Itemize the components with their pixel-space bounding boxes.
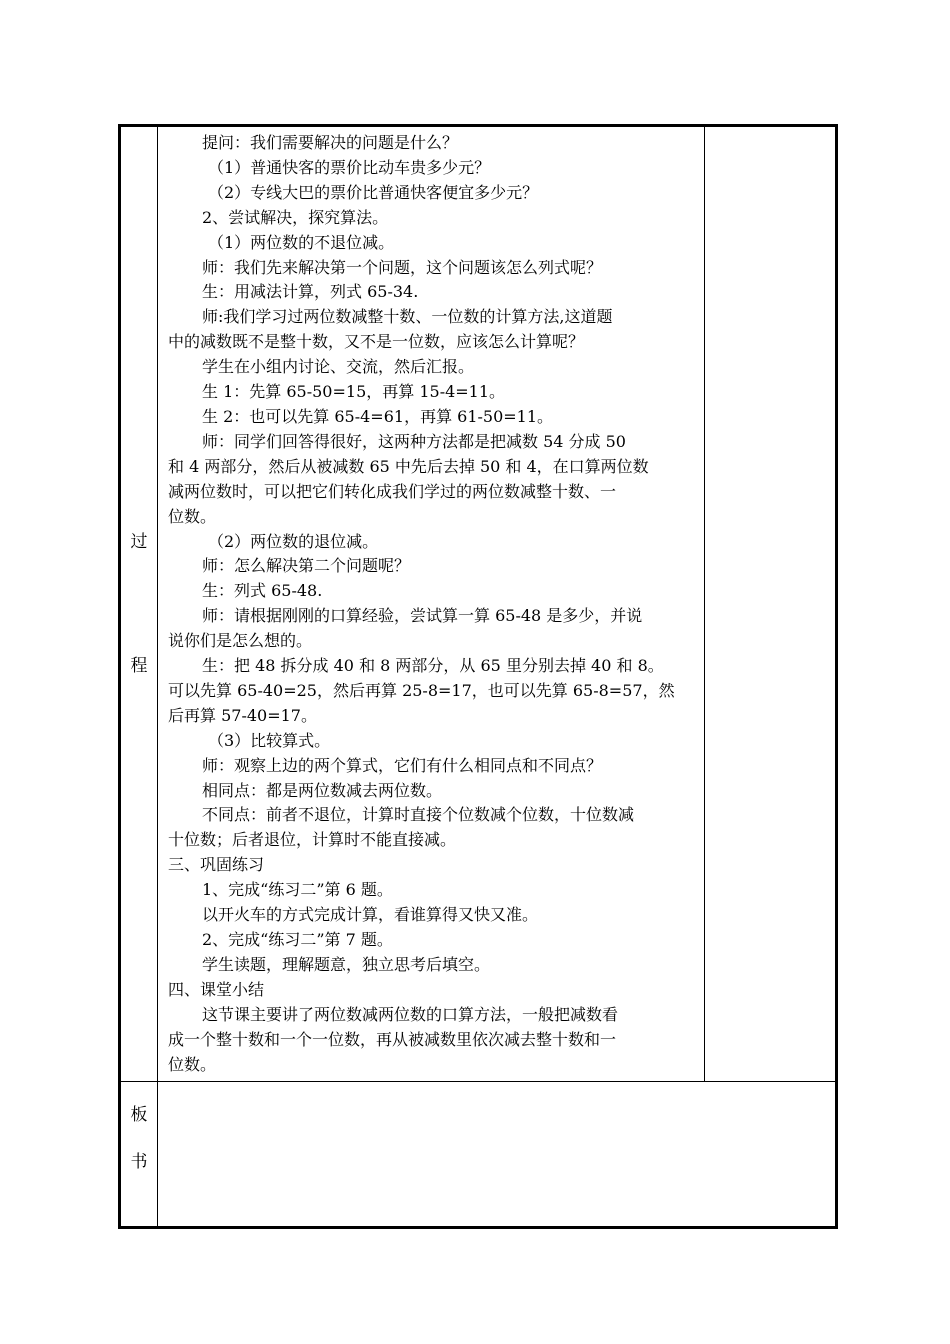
process-line: （2）专线大巴的票价比普通快客便宜多少元？	[208, 182, 539, 202]
process-line: 师：怎么解决第二个问题呢？	[202, 556, 411, 576]
process-line: 位数。	[168, 1054, 217, 1074]
process-line: 减两位数时，可以把它们转化成我们学过的两位数减整十数、一	[168, 481, 617, 501]
process-line: 师：观察上边的两个算式，它们有什么相同点和不同点？	[202, 755, 603, 775]
lesson-table	[118, 124, 838, 1229]
process-line: 生：列式 65-48.	[202, 581, 323, 601]
process-line: 中的减数既不是整十数，又不是一位数，应该怎么计算呢？	[168, 332, 585, 352]
process-line: 说你们是怎么想的。	[168, 631, 313, 651]
process-line: 学生在小组内讨论、交流，然后汇报。	[202, 357, 475, 377]
process-line: 学生读题，理解题意，独立思考后填空。	[202, 954, 491, 974]
process-line: 生：把 48 拆分成 40 和 8 两部分，从 65 里分别去掉 40 和 8。	[202, 656, 664, 676]
process-content-cell	[158, 126, 705, 1082]
process-line: 生 2：也可以先算 65-4=61，再算 61-50=11。	[202, 406, 554, 426]
process-line: 相同点：都是两位数减去两位数。	[202, 780, 443, 800]
process-line: 四、课堂小结	[168, 979, 265, 999]
process-line: 以开火车的方式完成计算，看谁算得又快又准。	[202, 905, 539, 925]
process-lines	[158, 127, 704, 1081]
process-line: 可以先算 65-40=25，然后再算 25-8=17，也可以先算 65-8=57，然	[168, 680, 675, 700]
process-line: 三、巩固练习	[168, 855, 265, 875]
process-line: 1、完成“练习二”第 6 题。	[202, 880, 393, 900]
process-line: 师：我们先来解决第一个问题，这个问题该怎么列式呢？	[202, 257, 603, 277]
process-line: （1）普通快客的票价比动车贵多少元？	[208, 157, 491, 177]
notes-cell	[705, 126, 837, 1082]
process-line: 生 1：先算 65-50=15，再算 15-4=11。	[202, 382, 506, 402]
process-line: 成一个整十数和一个一位数，再从被减数里依次减去整十数和一	[168, 1029, 617, 1049]
process-line: 2、尝试解决，探究算法。	[202, 207, 389, 227]
process-line: 这节课主要讲了两位数减两位数的口算方法，一般把减数看	[202, 1004, 619, 1024]
process-label-cell	[120, 126, 158, 1082]
process-line: 生：用减法计算，列式 65-34.	[202, 282, 419, 302]
process-line: （1）两位数的不退位减。	[208, 232, 395, 252]
process-line: 师：同学们回答得很好，这两种方法都是把减数 54 分成 50	[202, 431, 626, 451]
process-line: 和 4 两部分，然后从被减数 65 中先后去掉 50 和 4，在口算两位数	[168, 456, 649, 476]
process-label-bottom: 程	[130, 656, 148, 677]
board-row	[120, 1082, 837, 1228]
process-line: 师：请根据刚刚的口算经验，尝试算一算 65-48 是多少，并说	[202, 606, 643, 626]
process-line: 2、完成“练习二”第 7 题。	[202, 930, 393, 949]
process-line: （3）比较算式。	[208, 730, 331, 750]
process-line: 提问：我们需要解决的问题是什么？	[202, 133, 459, 152]
process-line: 不同点：前者不退位，计算时直接个位数减个位数，十位数减	[202, 805, 635, 825]
board-label-cell	[120, 1082, 158, 1228]
process-line: 师:我们学习过两位数减整十数、一位数的计算方法,这道题	[202, 307, 613, 327]
board-label-bottom: 书	[130, 1152, 148, 1173]
board-label-top: 板	[130, 1105, 148, 1126]
process-line: 位数。	[168, 506, 217, 526]
board-content-cell	[158, 1082, 837, 1228]
process-line: （2）两位数的退位减。	[208, 531, 379, 551]
process-row	[120, 126, 837, 1082]
process-line: 十位数；后者退位，计算时不能直接减。	[168, 830, 457, 850]
process-label-top: 过	[130, 532, 148, 553]
process-line: 后再算 57-40=17。	[168, 705, 317, 725]
